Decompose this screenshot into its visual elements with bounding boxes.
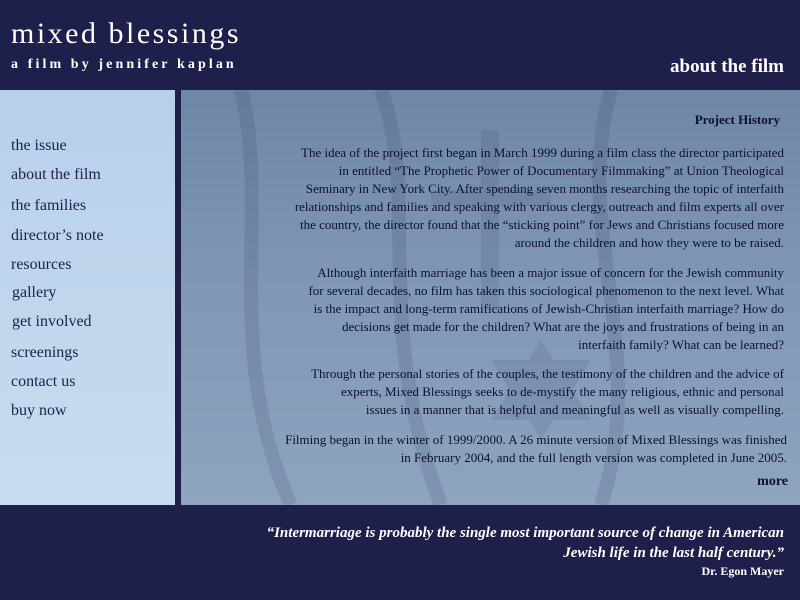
quote-author: Dr. Egon Mayer [701,564,784,578]
quote-line: “Intermarriage is probably the single most important source of change in American [266,525,784,541]
nav-item-the-issue[interactable]: the issue [11,137,67,154]
paragraph-line: the country, the director found that the “sticking point” for Jews and Christians focused more [299,217,784,232]
paragraph-line: in February 2004, and the full length version was completed in June 2005. [400,450,787,465]
paragraph-line: for several decades, no film has taken this sociological phenomenon to the next level. What [308,283,784,298]
section-title: about the film [670,56,784,77]
project-history-heading: Project History [694,112,780,127]
paragraph-line: in entitled “The Prophetic Power of Documentary Filmmaking” at Union Theological [338,163,784,178]
paragraph-line: The idea of the project first began in March 1999 during a film class the director participated [301,145,784,160]
paragraph-line: Through the personal stories of the couples, the testimony of the children and the advice of [311,366,784,381]
quote-line: Jewish life in the last half century.” [563,545,784,561]
more-link[interactable]: more [757,474,788,489]
site-title[interactable]: mixed blessings [11,17,241,50]
quote [164,523,784,563]
nav-item-get-involved[interactable]: get involved [12,313,92,330]
main-content [181,90,800,505]
paragraph-stories [311,365,784,419]
nav-item-resources[interactable]: resources [11,256,72,273]
paragraph-history [295,144,784,252]
paragraph-line: Although interfaith marriage has been a major issue of concern for the Jewish community [317,265,784,280]
paragraph-line: decisions get made for the children? What are the joys and frustrations of being in an [342,319,784,334]
paragraph-line: relationships and families and speaking with various clergy, outreach and film experts all over [294,199,784,214]
nav-item-about-the-film[interactable]: about the film [11,166,101,183]
paragraph-line: is the impact and long-term ramifications of Jewish-Christian interfaith marriage? How do [313,301,784,316]
paragraph-filming [285,431,787,467]
paragraph-line: around the children and how they were to be raised. [514,235,784,250]
paragraph-issue [308,264,784,354]
site-header [0,0,800,90]
paragraph-line: issues in a manner that is helpful and meaningful as well as visually compelling. [365,402,784,417]
nav-item-directors-note[interactable]: director’s note [11,227,104,244]
nav-item-the-families[interactable]: the families [11,197,87,214]
nav-item-gallery[interactable]: gallery [12,284,57,301]
nav-item-buy-now[interactable]: buy now [11,402,67,419]
paragraph-line: Filming began in the winter of 1999/2000. A 26 minute version of Mixed Blessings was finished [285,432,787,447]
nav-item-contact-us[interactable]: contact us [11,373,76,390]
paragraph-line: Seminary in New York City. After spending seven months researching the topic of interfaith [305,181,784,196]
paragraph-line: experts, Mixed Blessings seeks to de-mystify the many religious, ethnic and personal [341,384,784,399]
paragraph-line: interfaith family? What can be learned? [578,337,784,352]
site-footer [0,505,800,600]
sidebar-nav [0,90,175,505]
site-subtitle: a film by jennifer kaplan [11,57,237,72]
nav-item-screenings[interactable]: screenings [11,344,79,361]
